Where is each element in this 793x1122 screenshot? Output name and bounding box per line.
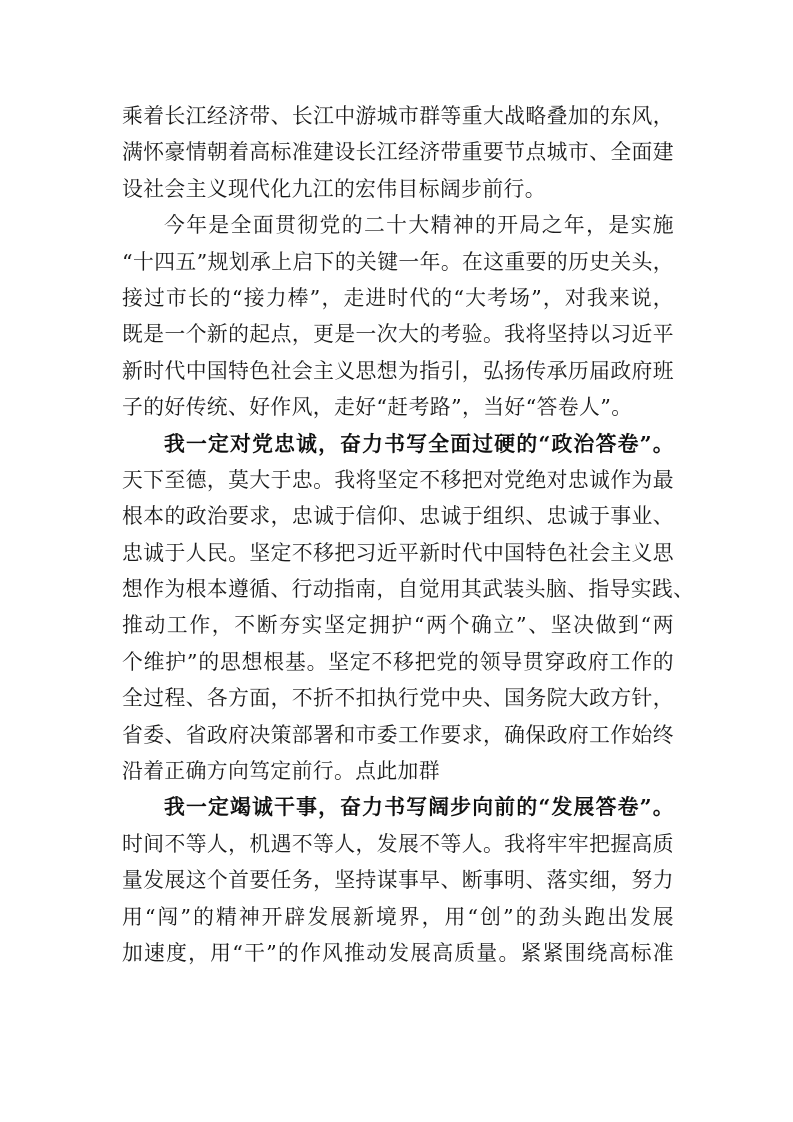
paragraph-line: 加速度，用“干”的作风推动发展高质量。紧紧围绕高标准	[122, 940, 674, 965]
paragraph-line: 新时代中国特色社会主义思想为指引，弘扬传承历届政府班	[122, 358, 674, 383]
paragraph-line: 全过程、各方面，不折不扣执行党中央、国务院大政方针，	[122, 686, 674, 711]
paragraph-line: 接过市长的“接力棒”，走进时代的“大考场”，对我来说，	[122, 285, 674, 310]
document-body	[122, 98, 695, 971]
paragraph-line: “十四五”规划承上启下的关键一年。在这重要的历史关头，	[122, 249, 674, 274]
paragraph-line: 设社会主义现代化九江的宏伟目标阔步前行。	[122, 176, 546, 201]
paragraph-line: 沿着正确方向笃定前行。点此加群	[122, 759, 440, 784]
paragraph-line: 满怀豪情朝着高标准建设长江经济带重要节点城市、全面建	[122, 140, 674, 165]
paragraph-line: 既是一个新的起点，更是一次大的考验。我将坚持以习近平	[122, 322, 674, 347]
section-heading: 我一定对党忠诚，奋力书写全面过硬的“政治答卷”。	[164, 430, 674, 456]
paragraph-line: 想作为根本遵循、行动指南，自觉用其武装头脑、指导实践、	[122, 577, 695, 602]
paragraph-line: 时间不等人，机遇不等人，发展不等人。我将牢牢把握高质	[122, 831, 674, 856]
paragraph-line: 用“闯”的精神开辟发展新境界，用“创”的劲头跑出发展	[122, 904, 674, 929]
paragraph-line: 推动工作，不断夯实坚定拥护“两个确立”、坚决做到“两	[122, 613, 674, 638]
paragraph-line: 量发展这个首要任务，坚持谋事早、断事明、落实细，努力	[122, 868, 674, 893]
section-heading: 我一定竭诚干事，奋力书写阔步向前的“发展答卷”。	[164, 794, 674, 820]
paragraph-line: 省委、省政府决策部署和市委工作要求，确保政府工作始终	[122, 722, 674, 747]
paragraph-line: 个维护”的思想根基。坚定不移把党的领导贯穿政府工作的	[122, 649, 674, 674]
paragraph-line: 今年是全面贯彻党的二十大精神的开局之年，是实施	[164, 213, 674, 238]
paragraph-line: 子的好传统、好作风，走好“赶考路”，当好“答卷人”。	[122, 395, 633, 420]
paragraph-line: 乘着长江经济带、长江中游城市群等重大战略叠加的东风，	[122, 104, 674, 128]
paragraph-line: 天下至德，莫大于忠。我将坚定不移把对党绝对忠诚作为最	[122, 467, 674, 492]
paragraph-line: 忠诚于人民。坚定不移把习近平新时代中国特色社会主义思	[122, 540, 674, 565]
paragraph-line: 根本的政治要求，忠诚于信仰、忠诚于组织、忠诚于事业、	[122, 504, 674, 529]
